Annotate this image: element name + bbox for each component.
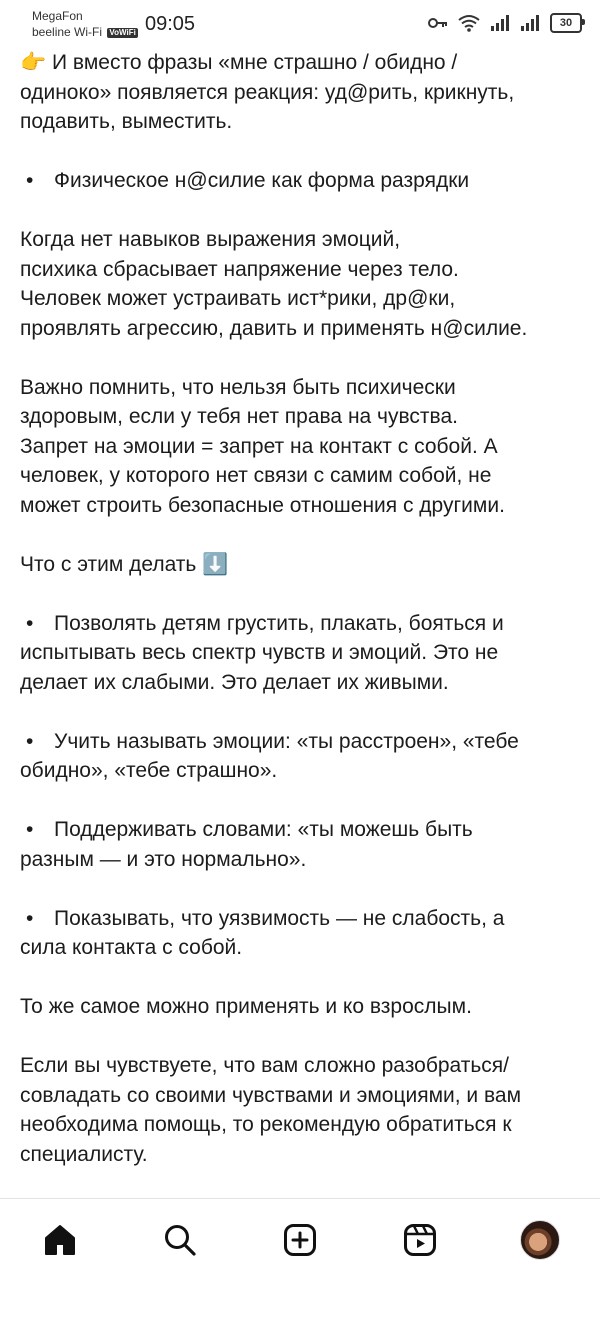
status-time: 09:05	[145, 13, 196, 35]
bullet-item	[20, 166, 586, 196]
nav-profile-button[interactable]	[510, 1210, 570, 1270]
text-line: совладать со своими чувствами и эмоциями, и вам	[20, 1083, 522, 1107]
vowifi-badge: VoWiFi	[109, 27, 136, 37]
text-line: делает их слабыми. Это делает их живыми.	[20, 670, 449, 694]
bullet-marker: •	[26, 729, 34, 753]
bullet-item	[20, 815, 586, 874]
text-line: испытывать весь спектр чувств и эмоций. Это не	[20, 641, 499, 664]
text-line: 👉 И вместо фразы «мне страшно / обидно /	[20, 51, 458, 74]
nav-reels-button[interactable]	[390, 1210, 450, 1270]
home-icon	[43, 1223, 77, 1257]
bullet-item	[20, 904, 586, 963]
paragraph-closing	[20, 1051, 586, 1169]
nav-search-button[interactable]	[150, 1210, 210, 1270]
paragraph	[20, 225, 586, 343]
text-line: здоровым, если у тебя нет права на чувства.	[20, 405, 458, 428]
paragraph-intro	[20, 48, 586, 137]
nav-home-button[interactable]	[30, 1210, 90, 1270]
carrier-secondary: beeline Wi-Fi	[32, 25, 103, 39]
text-line: специалисту.	[20, 1142, 148, 1166]
text-line: подавить, выместить.	[20, 110, 233, 133]
text-line: одиноко» появляется реакция: уд@рить, крикнуть,	[20, 80, 515, 104]
bullet-marker: •	[26, 906, 34, 930]
nav-divider	[0, 1198, 600, 1199]
text-line: Физическое н@силие как форма разрядки	[54, 169, 470, 192]
text-line: необходима помощь, то рекомендую обратиться к	[20, 1113, 512, 1136]
profile-avatar	[520, 1220, 560, 1260]
status-bar	[0, 0, 600, 50]
text-line: Если вы чувствуете, что вам сложно разобраться/	[20, 1054, 510, 1077]
reels-icon	[403, 1223, 437, 1257]
text-line: Когда нет навыков выражения эмоций,	[20, 228, 401, 251]
text-line: Показывать, что уязвимость — не слабость, а	[54, 906, 505, 930]
key-icon	[428, 17, 448, 29]
text-line: Что с этим делать ⬇️	[20, 552, 229, 576]
paragraph	[20, 992, 586, 1022]
carrier-primary: MegaFon	[32, 9, 83, 23]
text-line: Учить называть эмоции: «ты расстроен», «тебе	[54, 729, 519, 753]
text-line: может строить безопасные отношения с другими.	[20, 493, 505, 517]
status-icons	[428, 13, 582, 33]
post-caption	[20, 48, 586, 1169]
text-line: человек, у которого нет связи с самим собой, не	[20, 464, 492, 487]
signal-icon-2	[520, 15, 540, 31]
text-line: психика сбрасывает напряжение через тело.	[20, 257, 459, 281]
text-line: Важно помнить, что нельзя быть психически	[20, 375, 456, 399]
text-line: Запрет на эмоции = запрет на контакт с собой. А	[20, 434, 498, 458]
text-line: разным — и это нормально».	[20, 847, 307, 871]
bullet-marker: •	[26, 611, 34, 635]
battery-icon: 30	[550, 13, 582, 33]
text-line: Человек может устраивать ист*рики, др@ки,	[20, 287, 456, 310]
bottom-navigation	[0, 1200, 600, 1280]
text-line: обидно», «тебе страшно».	[20, 759, 278, 782]
text-line: сила контакта с собой.	[20, 936, 243, 959]
text-line: проявлять агрессию, давить и применять н@силие.	[20, 316, 528, 340]
search-icon	[163, 1223, 197, 1257]
paragraph	[20, 550, 586, 580]
wifi-icon	[458, 14, 480, 32]
create-post-icon	[283, 1223, 317, 1257]
bullet-marker: •	[26, 818, 34, 841]
paragraph	[20, 373, 586, 521]
bullet-item	[20, 727, 586, 786]
text-line: Поддерживать словами: «ты можешь быть	[54, 818, 473, 841]
carrier-info	[32, 8, 138, 40]
text-line: То же самое можно применять и ко взрослым.	[20, 995, 472, 1018]
bullet-marker: •	[26, 169, 34, 192]
signal-icon	[490, 15, 510, 31]
nav-create-button[interactable]	[270, 1210, 330, 1270]
text-line: Позволять детям грустить, плакать, бояться и	[54, 611, 504, 635]
bullet-item	[20, 609, 586, 698]
